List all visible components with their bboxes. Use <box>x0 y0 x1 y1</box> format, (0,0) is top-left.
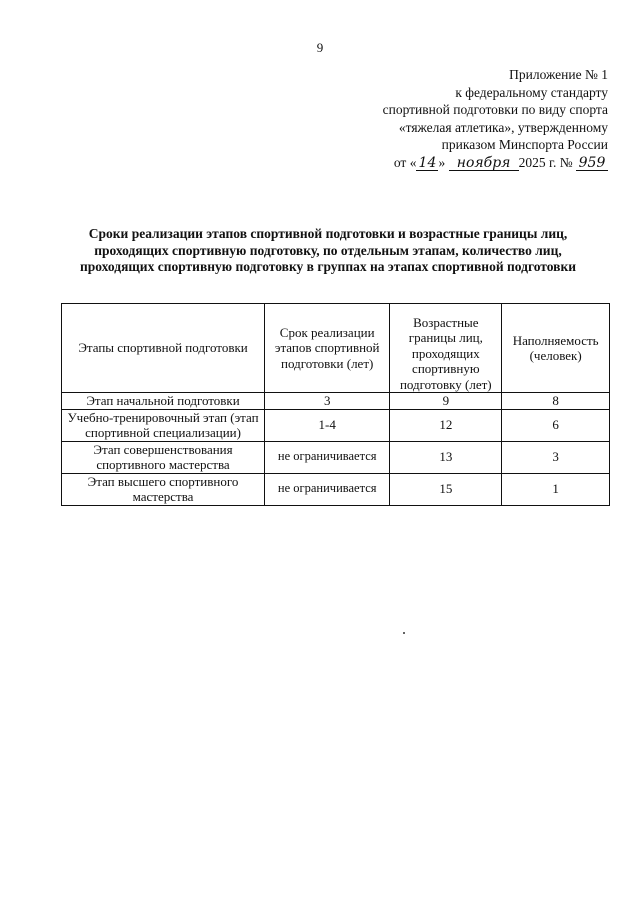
date-month-handwritten: ноября <box>449 156 519 171</box>
table-header-row <box>62 304 610 393</box>
cell-duration: не ограничивается <box>265 473 390 505</box>
cell-duration: 1-4 <box>265 409 390 441</box>
header-stages: Этапы спортивной подготовки <box>62 304 265 393</box>
cell-age: 12 <box>390 409 502 441</box>
page-number: 9 <box>316 40 324 55</box>
appendix-line-5: приказом Минспорта России <box>441 137 608 152</box>
appendix-line-2: к федеральному стандарту <box>455 84 608 100</box>
date-day-handwritten: 14 <box>416 156 438 171</box>
cell-age: 15 <box>390 473 502 505</box>
cell-age: 13 <box>390 441 502 473</box>
cell-stage: Учебно-тренировочный этап (этап спортивной специализации) <box>62 409 265 441</box>
header-group-size: Наполняемость (человек) <box>502 304 610 393</box>
cell-group-size: 1 <box>502 473 610 505</box>
appendix-line-3: спортивной подготовки по виду спорта <box>382 102 608 117</box>
cell-duration: 3 <box>265 393 390 410</box>
header-duration: Срок реализации этапов спортивной подготовки (лет) <box>265 304 390 393</box>
table-row <box>62 441 610 473</box>
cell-stage: Этап высшего спортивного мастерства <box>62 473 265 505</box>
date-mid: » <box>438 154 446 170</box>
stray-mark <box>403 632 405 634</box>
appendix-date-line <box>318 154 608 172</box>
table-row <box>62 473 610 505</box>
cell-stage: Этап совершенствования спортивного мастерства <box>62 441 265 473</box>
cell-group-size: 8 <box>502 393 610 410</box>
cell-age: 9 <box>390 393 502 410</box>
date-year: 2025 г. № <box>518 154 573 170</box>
table-row <box>62 393 610 410</box>
table-row <box>62 409 610 441</box>
header-age-limits: Возрастные границы лиц, проходящих спортивную подготовку (лет) <box>390 304 502 393</box>
appendix-block <box>318 66 608 171</box>
cell-duration: не ограничивается <box>265 441 390 473</box>
date-prefix: от « <box>393 154 417 170</box>
appendix-line-4: «тяжелая атлетика», утвержденному <box>398 119 608 135</box>
cell-group-size: 6 <box>502 409 610 441</box>
order-number-handwritten: 959 <box>576 156 608 171</box>
cell-group-size: 3 <box>502 441 610 473</box>
document-title: Сроки реализации этапов спортивной подготовки и возрастные границы лиц, проходящих спортивную подготовку, по отдельным этапам, количество лиц, проходящих спортивную подготовку в группах на этапах спортивной подготовки <box>79 226 577 274</box>
cell-stage: Этап начальной подготовки <box>62 393 265 410</box>
appendix-line-1: Приложение № 1 <box>509 67 608 82</box>
stages-table <box>61 303 610 506</box>
